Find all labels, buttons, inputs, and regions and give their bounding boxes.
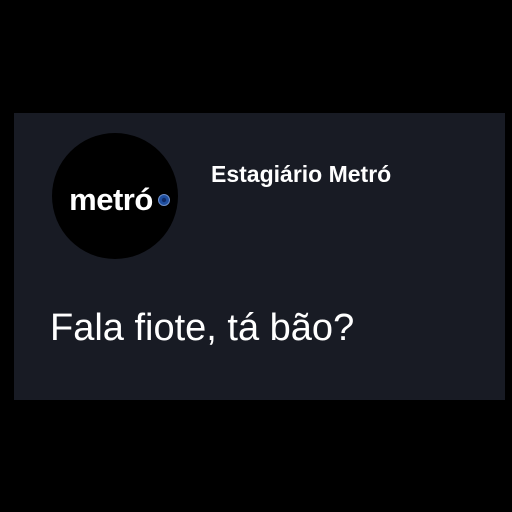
- avatar-logo-text: metró: [69, 181, 153, 217]
- avatar[interactable]: [52, 133, 178, 259]
- author-display-name[interactable]: Estagiário Metró: [211, 161, 392, 187]
- metro-logo: [69, 181, 153, 217]
- post-text: Fala fiote, tá bão?: [50, 307, 355, 349]
- logo-dot-icon: [158, 194, 170, 206]
- post-card: [14, 113, 505, 400]
